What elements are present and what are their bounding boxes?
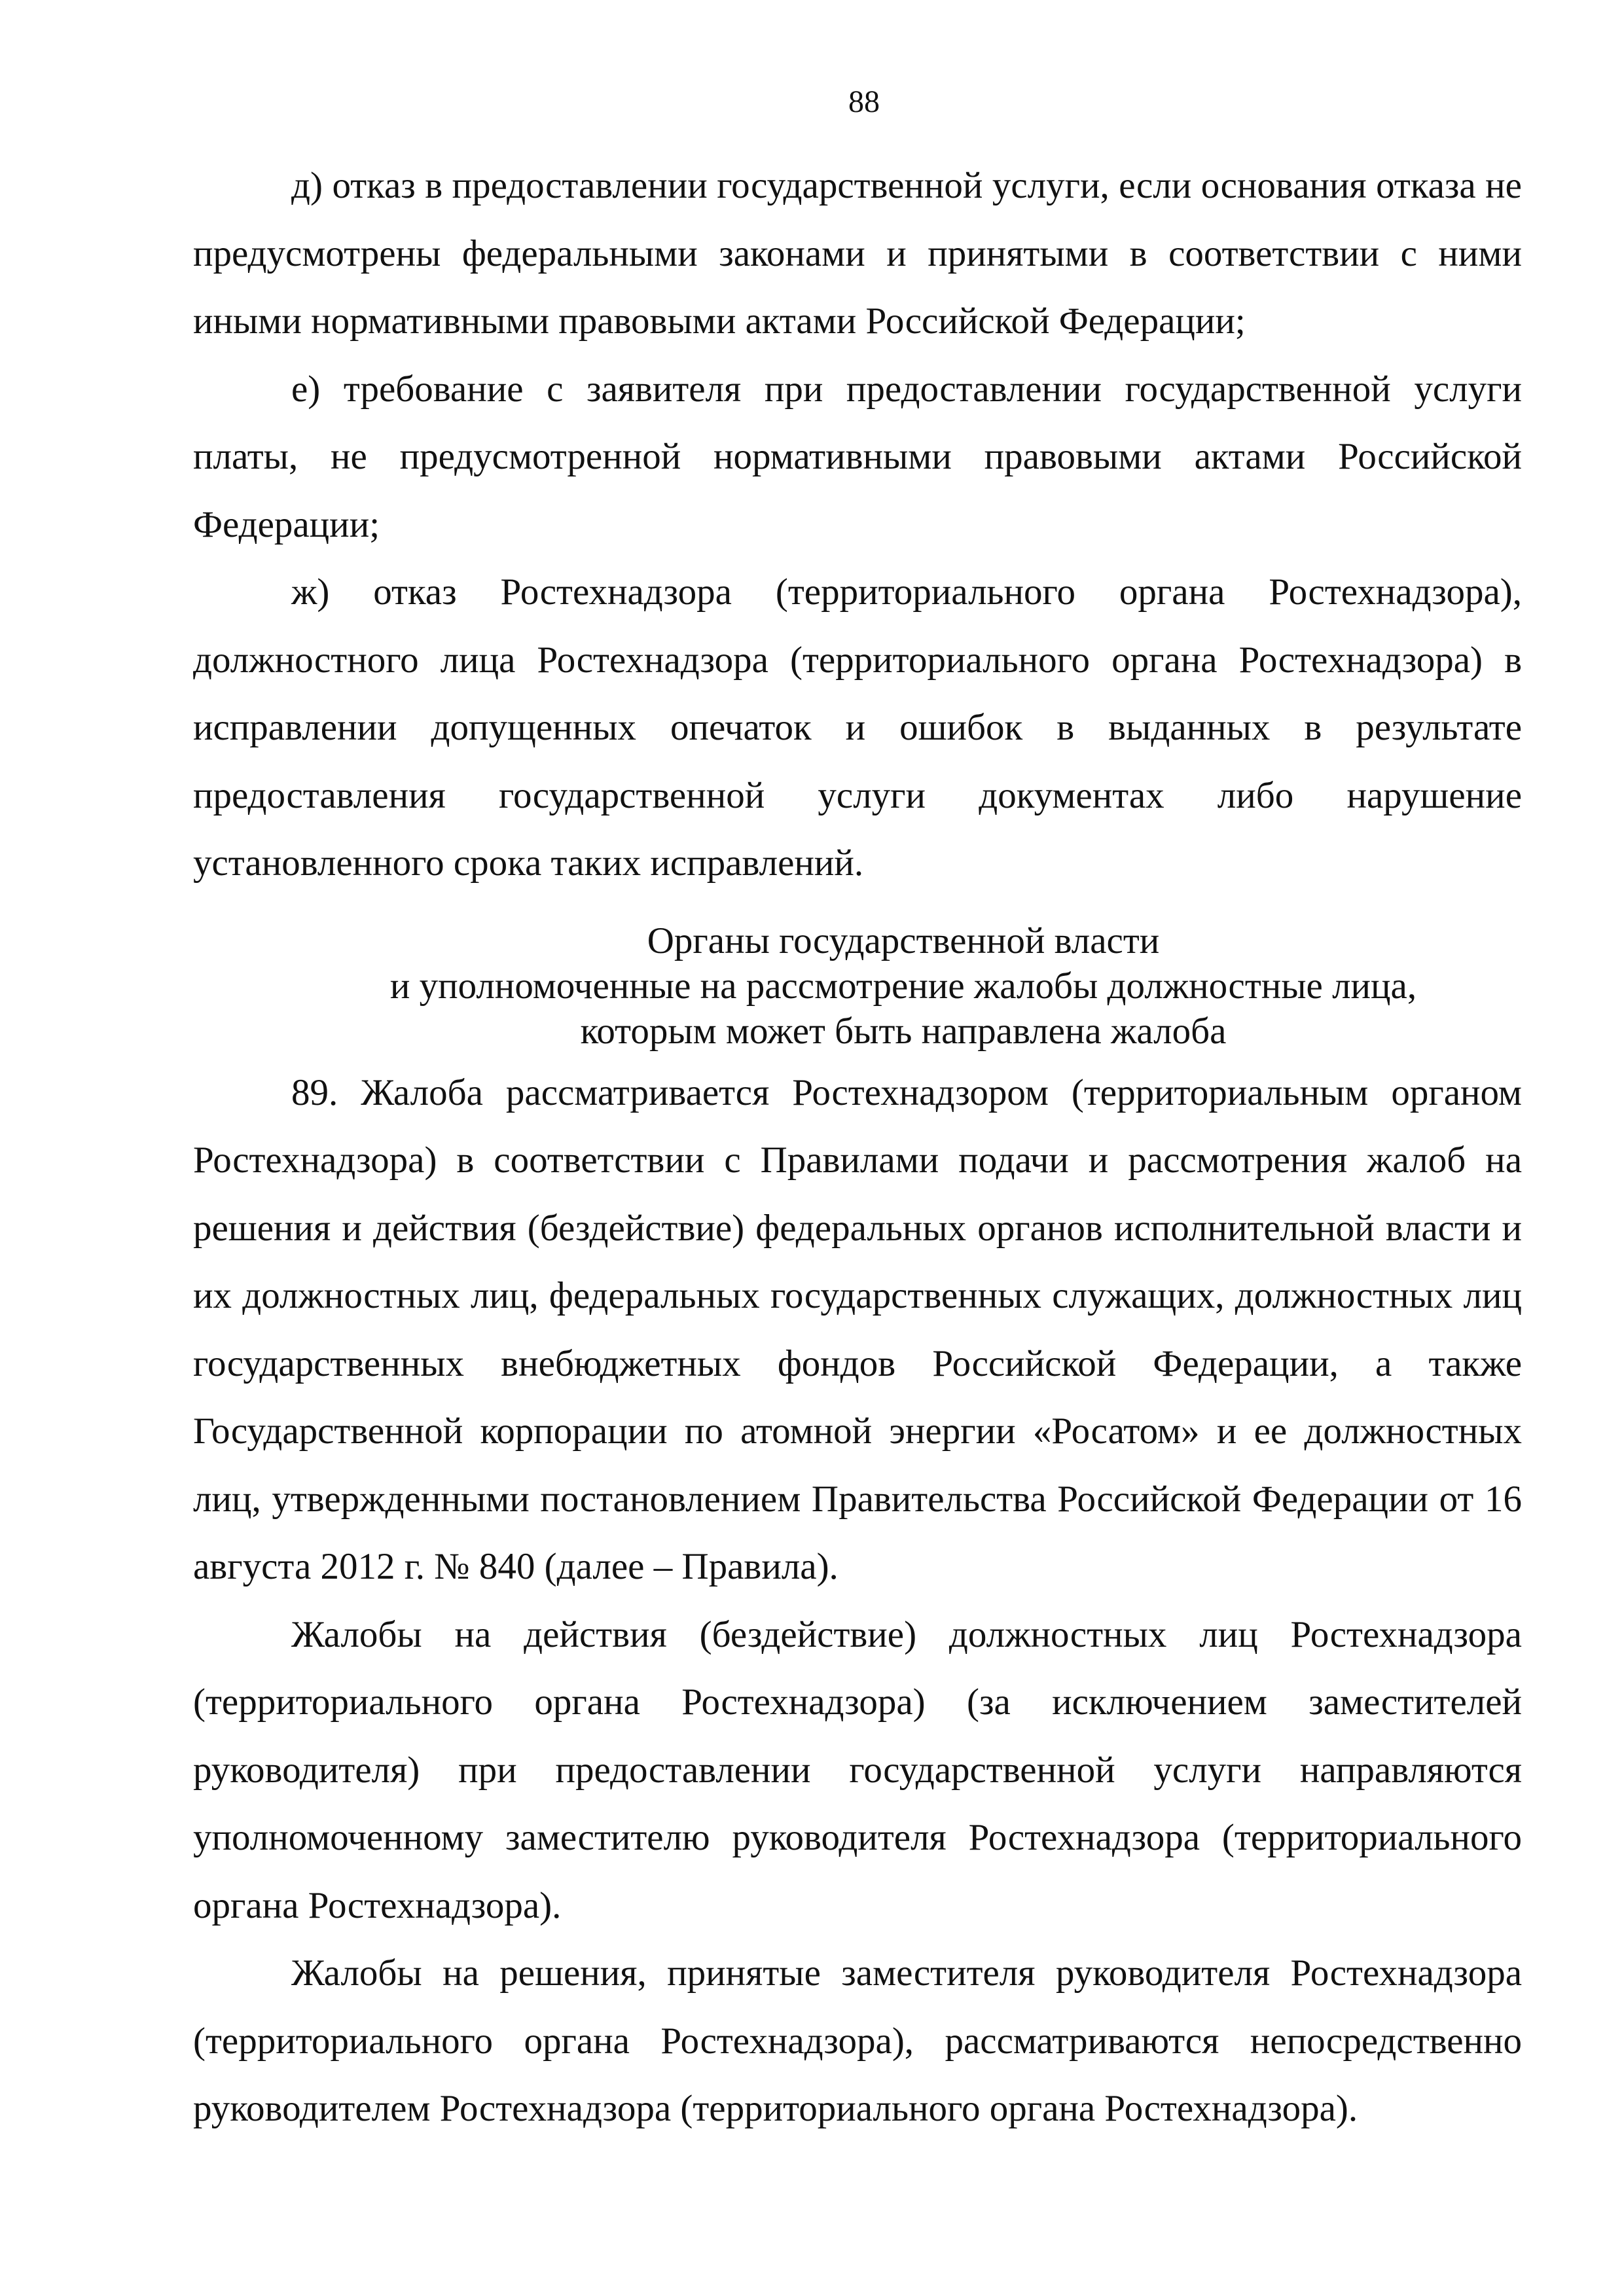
paragraph-subitem-d: д) отказ в предоставлении государственной услуги, если основания отказа не предусмотрены федеральными законами и принятыми в соответствии с ними иными нормативными правовыми актами Российской Федерации; (193, 165, 1522, 342)
section-heading (193, 897, 1522, 1059)
document-body (193, 152, 1522, 2143)
section-heading-line-2: и уполномоченные на рассмотрение жалобы должностные лица, (389, 965, 1417, 1007)
paragraph-subitem-zh: ж) отказ Ростехнадзора (территориального органа Ростехнадзора), должностного лица Ростехнадзора (территориального органа Ростехнадзора) в исправлении допущенных опечаток и ошибок в выданных в результате предоставления государственной услуги документах либо нарушение установленного срока таких исправлений. (193, 571, 1522, 884)
paragraph-complaints-officials: Жалобы на действия (бездействие) должностных лиц Ростехнадзора (территориального органа Ростехнадзора) (за исключением заместителей руководителя) при предоставлении государственной услуги направляются уполномоченному заместителю руководителя Ростехнадзора (территориального органа Ростехнадзора). (193, 1613, 1522, 1926)
page-number: 88 (848, 84, 880, 119)
paragraph-item-89: 89. Жалоба рассматривается Ростехнадзором (территориальным органом Ростехнадзора) в соответствии с Правилами подачи и рассмотрения жалоб на решения и действия (бездействие) федеральных органов исполнительной власти и их должностных лиц, федеральных государственных служащих, должностных лиц государственных внебюджетных фондов Российской Федерации, а также Государственной корпорации по атомной энергии «Росатом» и ее должностных лиц, утвержденными постановлением Правительства Российской Федерации от 16 августа 2012 г. № 840 (далее – Правила). (193, 1071, 1522, 1587)
section-heading-line-3: которым может быть направлена жалоба (580, 1010, 1227, 1052)
paragraph-subitem-e: е) требование с заявителя при предоставлении государственной услуги платы, не предусмотренной нормативными правовыми актами Российской Федерации; (193, 368, 1522, 545)
section-heading-line-1: Органы государственной власти (647, 920, 1160, 961)
paragraph-complaints-deputy-decisions: Жалобы на решения, принятые заместителя руководителя Ростехнадзора (территориального органа Ростехнадзора), рассматриваются непосредственно руководителем Ростехнадзора (территориального органа Ростехнадзора). (193, 1952, 1522, 2129)
